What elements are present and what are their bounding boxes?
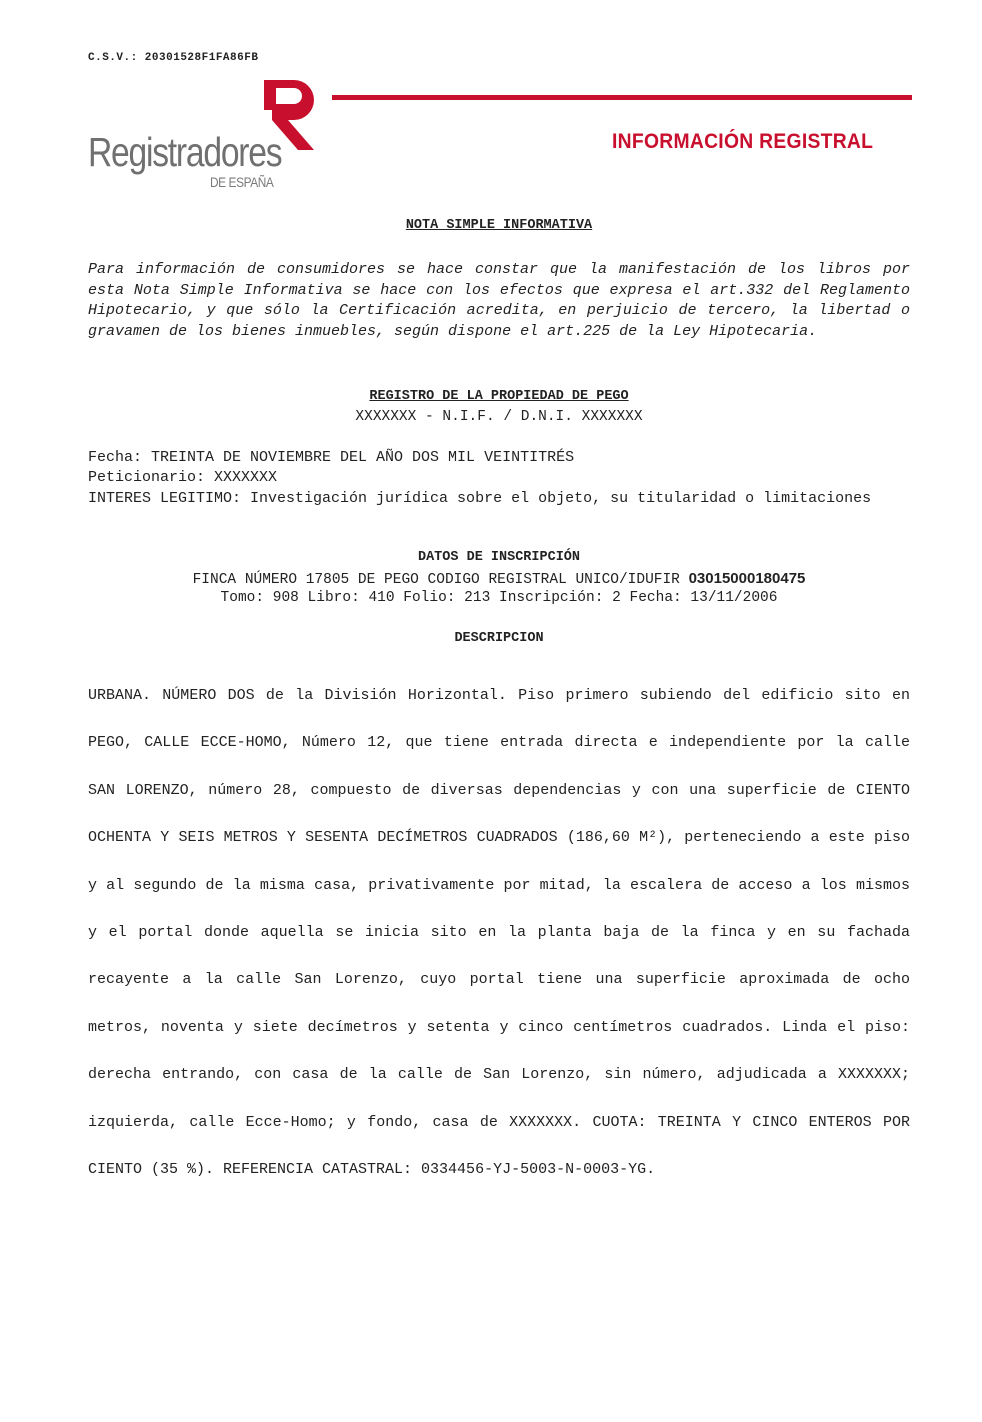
inscripcion-heading: DATOS DE INSCRIPCIÓN — [417, 550, 581, 565]
header-divider — [332, 95, 912, 100]
registry-nif: XXXXXXX - N.I.F. / D.N.I. XXXXXXX — [355, 409, 643, 425]
request-date: Fecha: TREINTA DE NOVIEMBRE DEL AÑO DOS MIL VEINTITRÉS — [88, 449, 575, 466]
request-details — [88, 448, 910, 509]
document-title: NOTA SIMPLE INFORMATIVA — [405, 218, 593, 233]
idufir-code: 03015000180475 — [688, 570, 806, 587]
request-petitioner: Peticionario: XXXXXXX — [88, 469, 278, 487]
brand-subtitle: DE ESPAÑA — [210, 174, 274, 190]
registradores-logo — [88, 76, 328, 196]
tomo-line: Tomo: 908 Libro: 410 Folio: 213 Inscripción: 2 Fecha: 13/11/2006 — [220, 590, 778, 606]
descripcion-heading: DESCRIPCION — [454, 631, 544, 646]
request-interest: INTERES LEGITIMO: Investigación jurídica sobre el objeto, su titularidad o limitaciones — [88, 489, 872, 507]
consumer-disclaimer: Para información de consumidores se hace constar que la manifestación de los libros por esta Nota Simple Informativa se hace con los efectos que expresa el art.332 del Reglamento Hipotecario, y que sólo la Certificación acredita, en perjuicio de tercero, la libertad o gravamen de los bienes inmuebles, según dispone el art.225 de la Ley Hipotecaria. — [88, 261, 910, 340]
finca-line — [88, 570, 910, 588]
finca-prefix: FINCA NÚMERO 17805 DE PEGO CODIGO REGISTRAL UNICO/IDUFIR — [192, 572, 689, 588]
header-label: INFORMACIÓN REGISTRAL — [612, 130, 874, 153]
csv-code: C.S.V.: 20301528F1FA86FB — [88, 52, 259, 64]
registry-name: REGISTRO DE LA PROPIEDAD DE PEGO — [369, 389, 629, 404]
brand-name: Registradores — [88, 129, 282, 175]
property-description: URBANA. NÚMERO DOS de la División Horizontal. Piso primero subiendo del edificio sito en PEGO, CALLE ECCE-HOMO, Número 12, que tiene entrada directa e independiente por la calle SAN LORENZO, número 28, compuesto de diversas dependencias y con una superficie de CIENTO OCHENTA Y SEIS METROS Y SESENTA DECÍMETROS CUADRADOS (186,60 M²), perteneciendo a este piso y al segundo de la misma casa, privativamente por mitad, la escalera de acceso a los mismos y el portal donde aquella se inicia sito en la planta baja de la finca y en su fachada recayente a la calle San Lorenzo, cuyo portal tiene una superficie aproximada de ocho metros, noventa y siete decímetros y setenta y cinco centímetros cuadrados. Linda el piso: derecha entrando, con casa de la calle de San Lorenzo, sin número, adjudicada a XXXXXXX; izquierda, calle Ecce-Homo; y fondo, casa de XXXXXXX. CUOTA: TREINTA Y CINCO ENTEROS POR CIENTO (35 %). REFERENCIA CATASTRAL: 0334456-YJ-5003-N-0003-YG. — [88, 687, 910, 1179]
